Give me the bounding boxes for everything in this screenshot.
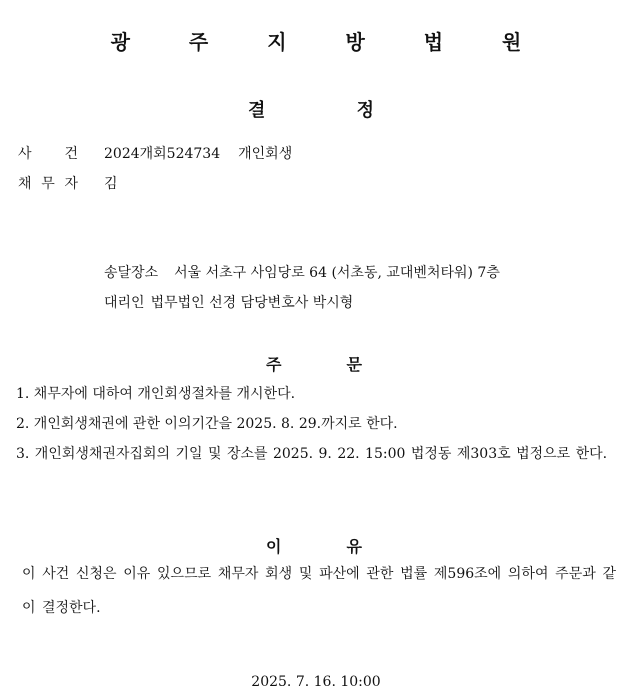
document-title-char-1: 결 (248, 100, 266, 121)
service-label: 송달장소 (104, 265, 159, 281)
agent-label: 대리인 (104, 295, 145, 311)
document-title (248, 96, 374, 122)
order-item-3: 3. 개인회생채권자집회의 기일 및 장소를 2025. 9. 22. 15:00 법정동 제303호 법정으로 한다. (16, 446, 608, 462)
service-address-row (104, 262, 500, 282)
case-row (18, 143, 292, 163)
order-item-2: 2. 개인회생채권에 관한 이의기간을 2025. 8. 29.까지로 한다. (16, 416, 398, 432)
order-heading-char-1: 주 (266, 355, 282, 374)
debtor-name: 김 (104, 176, 118, 192)
debtor-row (18, 173, 118, 193)
order-heading (266, 352, 362, 375)
reason-heading-char-2: 유 (346, 537, 362, 556)
decision-date: 2025. 7. 16. 10:00 (251, 674, 381, 690)
order-heading-char-2: 문 (346, 355, 362, 374)
case-number: 2024개회524734 (104, 146, 221, 162)
debtor-label: 채 무 자 (18, 176, 78, 192)
agent-value: 법무법인 선경 담당변호사 박시형 (150, 295, 354, 311)
case-type: 개인회생 (238, 146, 293, 162)
service-address: 서울 서초구 사임당로 64 (서초동, 교대벤처타워) 7층 (174, 265, 500, 281)
reason-heading (266, 534, 362, 557)
document-title-char-2: 정 (356, 100, 374, 121)
court-name: 광 주 지 방 법 원 (110, 30, 548, 54)
reason-text: 이 사건 신청은 이유 있으므로 채무자 회생 및 파산에 관한 법률 제596조에 의하여 주문과 같이 결정한다. (22, 566, 616, 616)
agent-row (104, 292, 353, 312)
case-label: 사 건 (18, 146, 78, 162)
order-item-1: 1. 채무자에 대하여 개인회생절차를 개시한다. (16, 386, 296, 402)
reason-heading-char-1: 이 (266, 537, 282, 556)
